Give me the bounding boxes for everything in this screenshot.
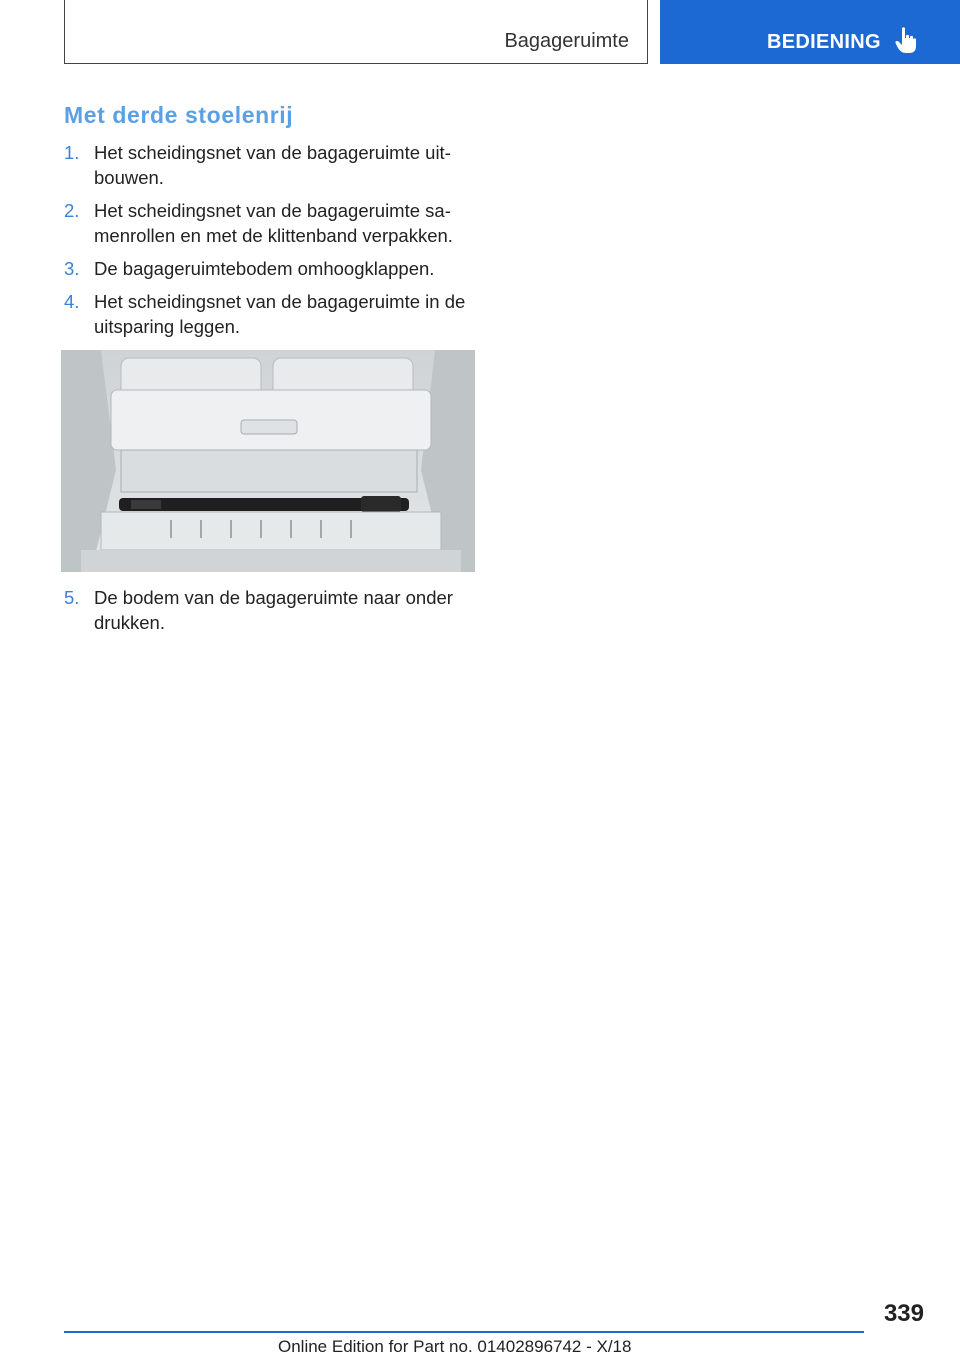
- step-number: 2.: [64, 200, 80, 221]
- header-section-box: [64, 0, 648, 64]
- chapter-label: BEDIENING: [767, 31, 881, 53]
- cargo-area-illustration: [61, 350, 475, 572]
- steps-list: [64, 140, 484, 347]
- step-number: 4.: [64, 291, 80, 312]
- section-heading: Met derde stoelenrij: [64, 102, 294, 128]
- list-item: [64, 256, 484, 281]
- footer-divider: [64, 1331, 864, 1333]
- pointing-hand-icon: [895, 26, 917, 54]
- list-item: [64, 198, 484, 248]
- step-text: Het scheidingsnet van de bagageruimte sa-menrollen en met de klittenband verpakken.: [94, 200, 453, 246]
- steps-list-continued: [64, 585, 484, 635]
- step-number: 1.: [64, 142, 80, 163]
- step-text: De bodem van de bagageruimte naar onder drukken.: [94, 587, 453, 633]
- list-item: [64, 585, 484, 635]
- page-number: 339: [883, 1300, 924, 1327]
- step-text: Het scheidingsnet van de bagageruimte uit-bouwen.: [94, 142, 451, 188]
- step-text: Het scheidingsnet van de bagageruimte in de uitsparing leggen.: [94, 291, 466, 337]
- step-text: De bagageruimtebodem omhoogklappen.: [94, 258, 435, 279]
- chapter-tab[interactable]: [660, 0, 960, 64]
- footer-edition-text: Online Edition for Part no. 01402896742 - X/18: [278, 1337, 632, 1356]
- step-number: 3.: [64, 258, 80, 279]
- section-title: Bagageruimte: [504, 30, 629, 52]
- list-item: [64, 140, 484, 190]
- step-number: 5.: [64, 587, 80, 608]
- list-item: [64, 289, 484, 339]
